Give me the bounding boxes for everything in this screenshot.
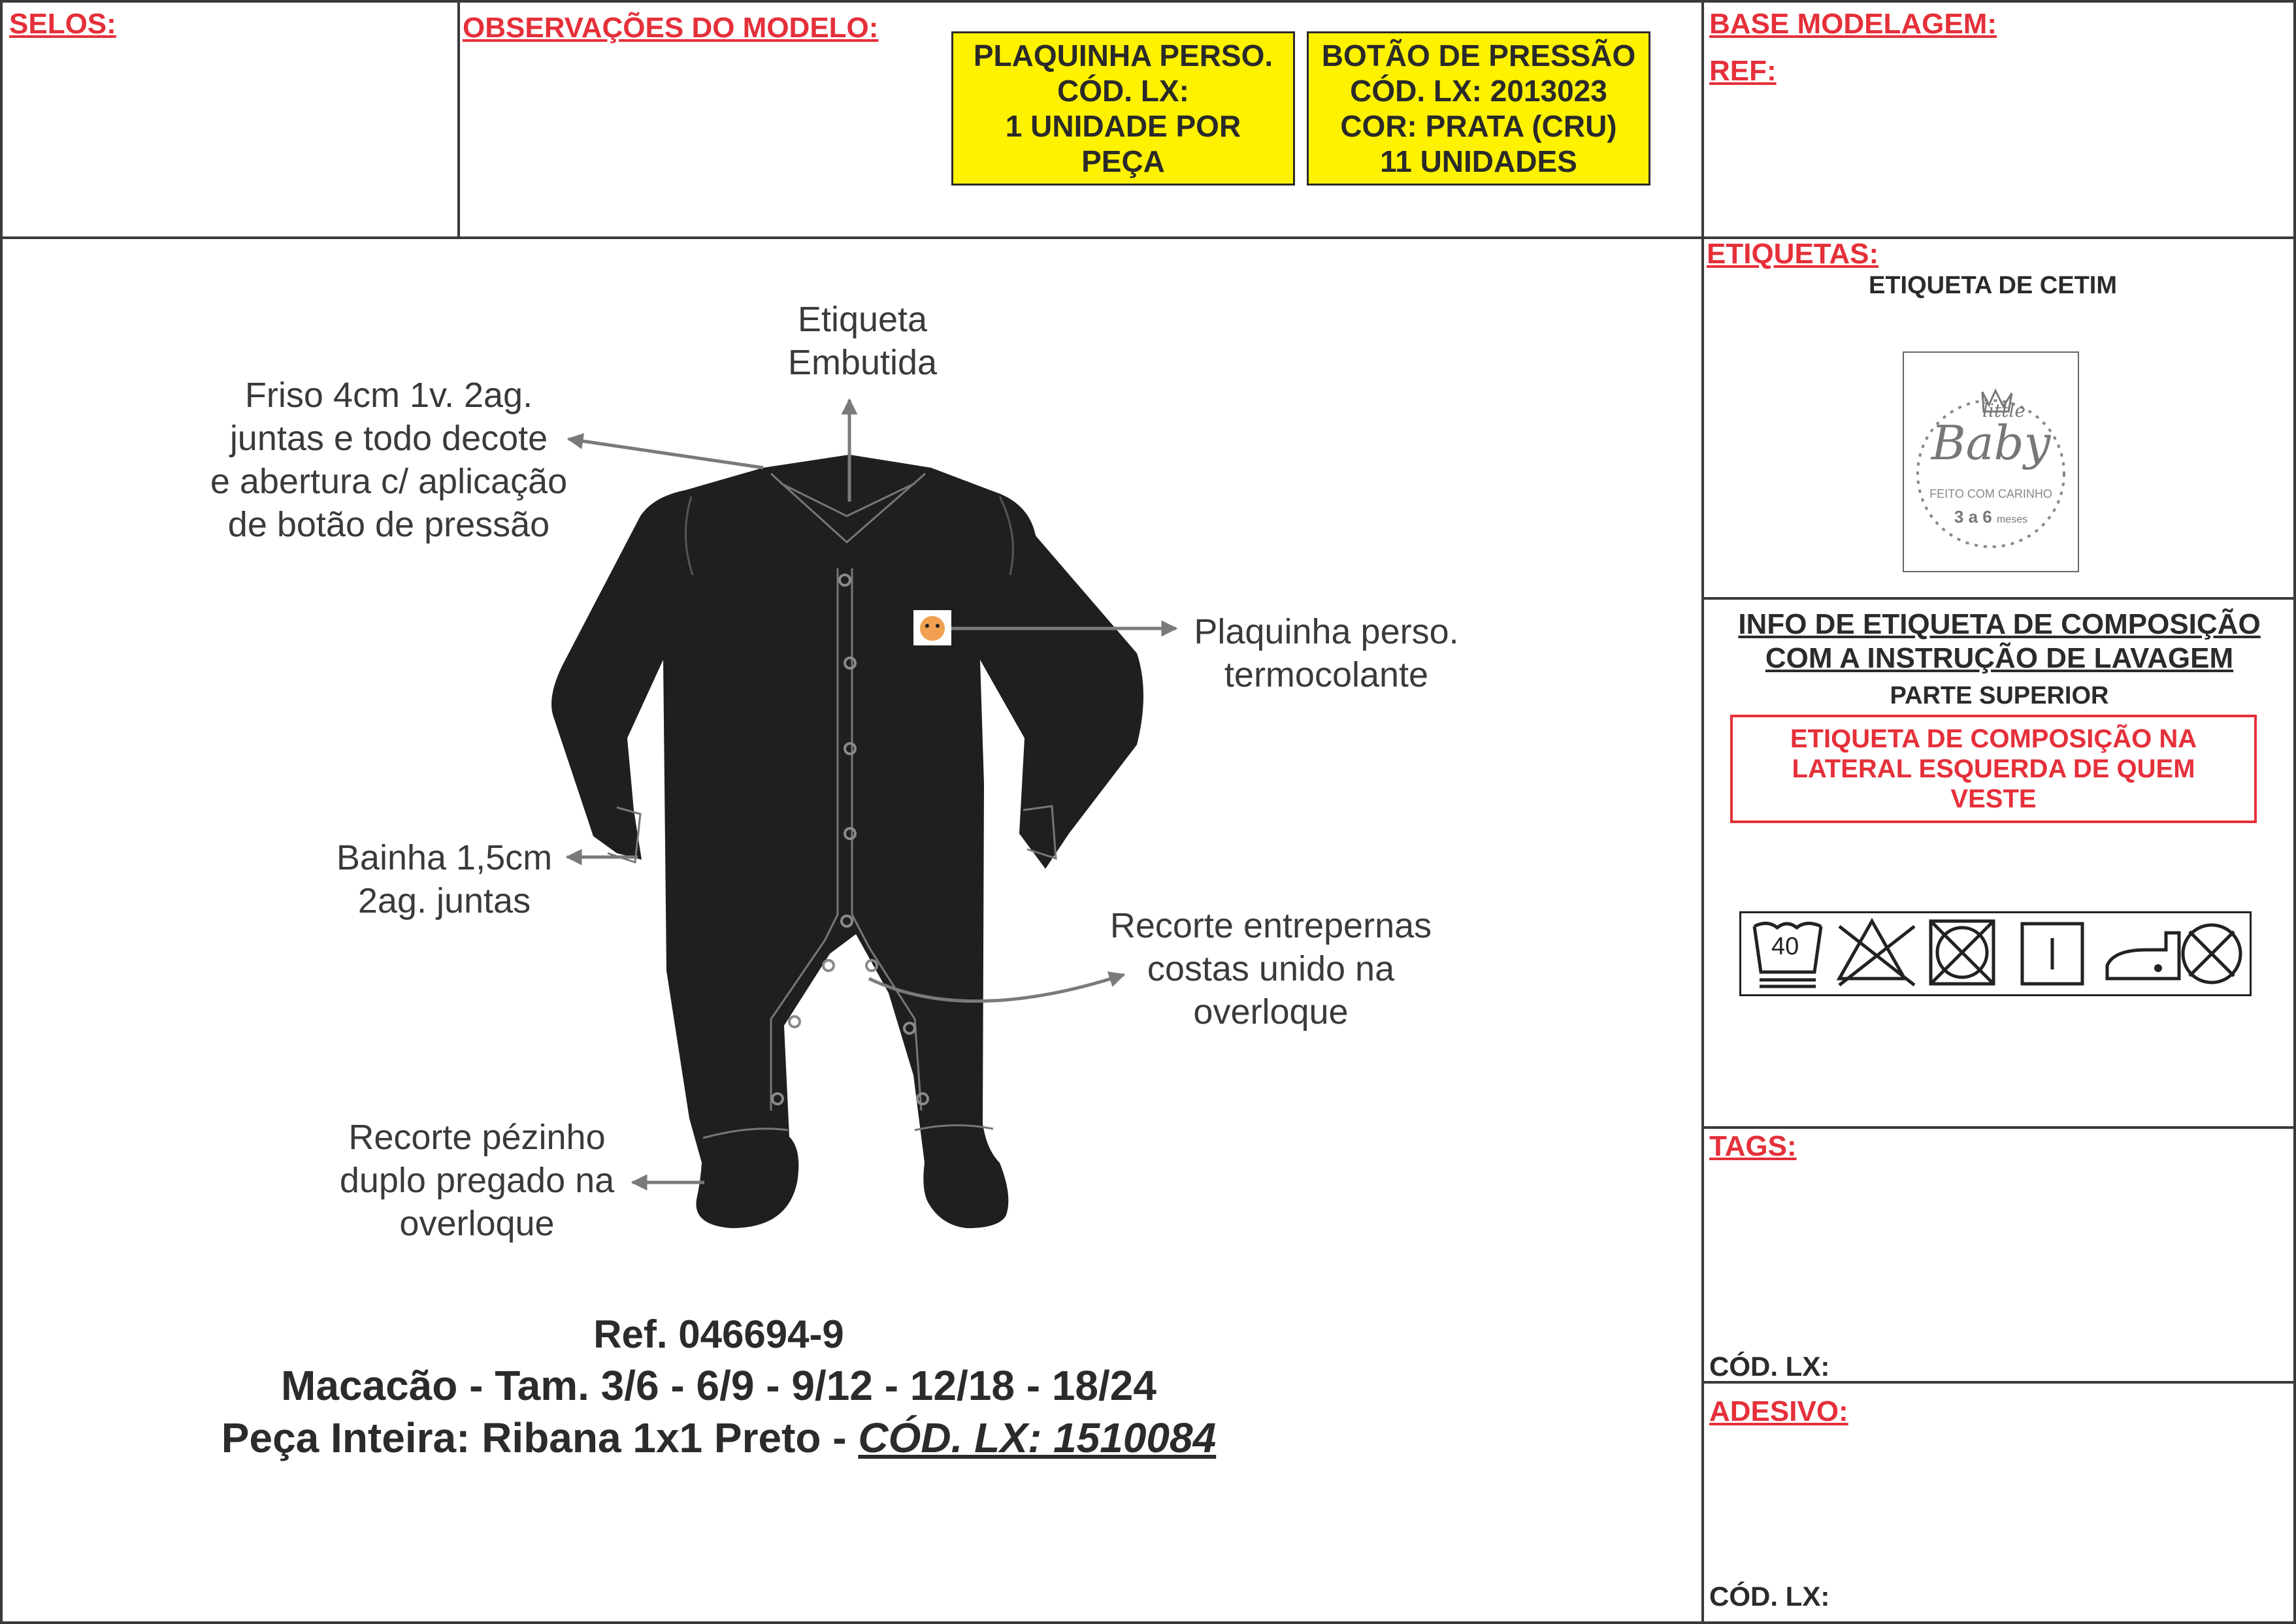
composicao-box: ETIQUETA DE COMPOSIÇÃO NA LATERAL ESQUERDA DE QUEM VESTE (1730, 715, 2257, 823)
etiquetas-label: ETIQUETAS: (1707, 238, 1879, 270)
fabric-code: CÓD. LX: 1510084 (858, 1414, 1217, 1461)
tiger-patch-icon (913, 610, 951, 645)
bainha-note: Bainha 1,5cm 2ag. juntas (336, 838, 553, 920)
fabric-text: Peça Inteira: Ribana 1x1 Preto - (221, 1414, 859, 1461)
iron-low-icon (2107, 933, 2179, 979)
observacoes-label: OBSERVAÇÕES DO MODELO: (463, 12, 879, 44)
logo-tagline: FEITO COM CARINHO (1929, 487, 2052, 500)
no-bleach-icon (1839, 921, 1914, 985)
adesivo-label: ADESIVO: (1709, 1395, 1848, 1427)
logo-size-value: 3 a 6 (1954, 507, 1992, 527)
tags-cod-lx: CÓD. LX: (1709, 1351, 1830, 1382)
product-sizes: Macacão - Tam. 3/6 - 6/9 - 9/12 - 12/18 - 18/24 (281, 1362, 1156, 1409)
logo-baby: Baby (1931, 415, 2051, 470)
logo-size (1904, 507, 2078, 527)
adesivo-cod-lx: CÓD. LX: (1709, 1581, 1830, 1612)
plaquinha-termocolante-note: Plaquinha perso. termocolante (1194, 612, 1459, 694)
botao-pressao-note: BOTÃO DE PRESSÃO CÓD. LX: 2013023 COR: PRATA (CRU) 11 UNIDADES (1307, 31, 1650, 186)
line-dry-icon (2022, 924, 2082, 984)
satin-label-card (1903, 351, 2079, 572)
wash-temp-label: 40 (1771, 933, 1799, 960)
product-fabric (216, 1414, 1222, 1462)
recorte-entrepernas-note: Recorte entrepernas costas unido na overloque (1109, 906, 1432, 1031)
tags-label: TAGS: (1709, 1130, 1797, 1162)
friso-note: Friso 4cm 1v. 2ag. juntas e todo decote e abertura c/ aplicação de botão de pressão (210, 376, 568, 544)
parte-superior-label: PARTE SUPERIOR (1890, 682, 2109, 709)
logo-size-unit: meses (1996, 514, 2028, 525)
wash-instructions (1739, 911, 2252, 996)
tags-cell (1701, 1126, 2296, 1384)
plaquinha-note: PLAQUINHA PERSO. CÓD. LX: 1 UNIDADE POR PEÇA (951, 31, 1295, 186)
product-ref: Ref. 046694-9 (593, 1312, 844, 1356)
etiqueta-embutida-note: Etiqueta Embutida (787, 300, 938, 382)
logo-little: little (1982, 400, 2025, 421)
ref-label: REF: (1709, 55, 1777, 87)
etiqueta-cetim-label: ETIQUETA DE CETIM (1869, 272, 2117, 299)
info-composicao-title: INFO DE ETIQUETA DE COMPOSIÇÃO COM A INSTRUÇÃO DE LAVAGEM (1738, 608, 2261, 674)
no-dry-clean-icon (2183, 925, 2240, 983)
wash-symbols (1741, 913, 2250, 994)
selos-label: SELOS: (9, 8, 116, 40)
base-modelagem-label: BASE MODELAGEM: (1709, 8, 1997, 40)
composicao-cell (1701, 597, 2296, 1129)
no-tumble-dry-icon (1931, 921, 1993, 984)
recorte-pezinho-note: Recorte pézinho duplo pregado na overloque (339, 1118, 615, 1243)
